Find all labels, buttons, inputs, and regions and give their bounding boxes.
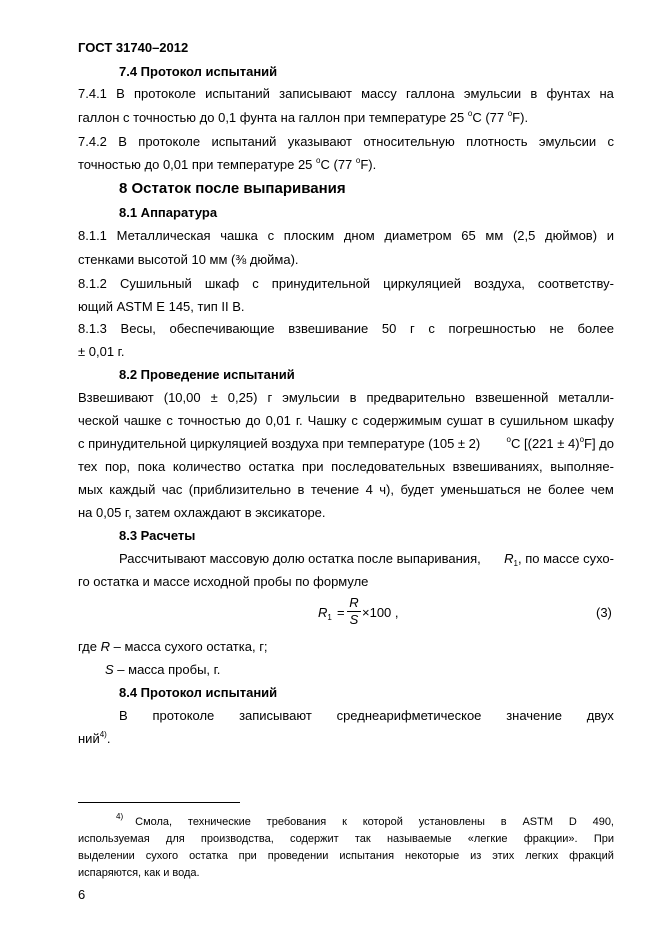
word: пор, — [104, 459, 131, 474]
formula-number: (3) — [596, 605, 612, 620]
word: последовательных — [331, 459, 445, 474]
word: (10,00 — [163, 390, 201, 405]
word: точностью — [177, 413, 241, 428]
word: записывают — [239, 708, 312, 723]
word: уменьшаться — [440, 482, 521, 497]
section-8-4-title: 8.4 Протокол испытаний — [119, 685, 278, 700]
standard-header: ГОСТ 31740–2012 — [78, 40, 189, 55]
p812-line2: ющий ASTM E 145, тип II B. — [78, 299, 245, 314]
section-8-title: 8 Остаток после выпаривания — [119, 180, 346, 197]
word: при — [301, 459, 324, 474]
word: соответству- — [537, 276, 614, 291]
word: будет — [400, 482, 435, 497]
section-7-4-title: 7.4 Протокол испытаний — [119, 64, 278, 79]
word: ± — [210, 390, 218, 405]
word: до — [245, 413, 261, 428]
word: сушат — [446, 413, 483, 428]
word: в — [500, 816, 507, 828]
p82-line5 — [78, 482, 614, 498]
word: При — [593, 833, 614, 845]
word: относительную — [363, 134, 455, 149]
section-8-1-title: 8.1 Аппаратура — [119, 205, 218, 220]
word: испытания — [339, 850, 395, 862]
word: фракций — [569, 850, 614, 862]
word: сушильном — [499, 413, 569, 428]
footnote-separator — [78, 802, 240, 803]
word: содержимым — [362, 413, 442, 428]
word: В — [116, 86, 125, 101]
word: обеспечивающие — [169, 321, 275, 336]
p812-line1 — [78, 276, 614, 292]
word: более — [577, 321, 614, 336]
word: (приблизительно — [188, 482, 291, 497]
word: диаметром — [384, 228, 452, 243]
word: записывают — [279, 86, 352, 101]
word: мых — [78, 482, 103, 497]
word: ческой — [78, 413, 119, 428]
word: к — [342, 816, 347, 828]
word: час — [161, 482, 183, 497]
word: сухого — [145, 850, 179, 862]
p83-line2: го остатка и массе исходной пробы по формуле — [78, 574, 369, 589]
word: в — [349, 390, 357, 405]
word: металли- — [558, 390, 614, 405]
p82-line1 — [78, 390, 614, 406]
p813-line1 — [78, 321, 614, 337]
word: с — [252, 276, 259, 291]
word: г. — [295, 413, 303, 428]
word: Металлическая — [116, 228, 211, 243]
word: называемые — [386, 833, 452, 845]
word: испытаний — [211, 134, 277, 149]
word: некоторые — [405, 850, 460, 862]
formula-denominator: S — [349, 612, 359, 627]
word: требования — [266, 816, 327, 828]
word: 65 — [461, 228, 476, 243]
word: 0,25) — [227, 390, 258, 405]
word: не — [527, 482, 542, 497]
formula-equals: = — [337, 605, 345, 620]
word: фракции». — [523, 833, 578, 845]
word: 50 — [381, 321, 397, 336]
word: из — [470, 850, 482, 862]
footnote-line2 — [78, 832, 614, 846]
footnote-ref[interactable]: 4) — [99, 730, 107, 739]
word: (2,5 — [512, 228, 536, 243]
word: протоколе — [138, 134, 201, 149]
word: выполняе- — [550, 459, 614, 474]
word: Чашку — [307, 413, 347, 428]
where-line2: S – масса пробы, г. — [105, 662, 221, 677]
word: В — [119, 708, 128, 723]
word: протоколе — [152, 708, 215, 723]
word: циркуляцией — [383, 276, 461, 291]
word: в — [297, 482, 305, 497]
word: используемая — [78, 833, 150, 845]
word: чем — [590, 482, 614, 497]
word: «легкие — [467, 833, 508, 845]
word: так — [354, 833, 371, 845]
word: с — [267, 228, 275, 243]
p84-line2: ний$^{4)}$. — [78, 730, 111, 746]
footnote-line4: испаряются, как и вода. — [78, 867, 200, 879]
footnote-line3 — [78, 849, 614, 863]
word: ASTM — [522, 816, 553, 828]
word: проведении — [267, 850, 329, 862]
word: остатка — [189, 850, 228, 862]
word: ч), — [379, 482, 394, 497]
word: 8.1.2 — [78, 276, 107, 291]
word: испытаний — [205, 86, 270, 101]
p82-line4 — [78, 459, 614, 475]
word: пока — [137, 459, 166, 474]
word: установлены — [418, 816, 485, 828]
page-number: 6 — [78, 887, 86, 902]
word: воздуха, — [474, 276, 525, 291]
word: 490, — [592, 816, 614, 828]
word: фунтах — [546, 86, 591, 101]
word: с — [166, 413, 173, 428]
word: чашке — [123, 413, 162, 428]
word: с — [428, 321, 435, 336]
word: на — [599, 86, 614, 101]
word: 7.4.2 — [78, 134, 107, 149]
word: шкафу — [573, 413, 614, 428]
formula-lhs: $R_1$ — [318, 605, 332, 622]
word: при — [238, 850, 257, 862]
word: Взвешивают — [78, 390, 154, 405]
p811-line1 — [78, 228, 614, 244]
word: которой — [362, 816, 403, 828]
p742-line1 — [78, 134, 614, 150]
word: 7.4.1 — [78, 86, 107, 101]
word: с — [351, 413, 358, 428]
word: г — [410, 321, 415, 336]
word: легких — [525, 850, 559, 862]
word: среднеарифметическое — [336, 708, 482, 723]
p83-line1: Рассчитывают массовую долю остатка после выпаривания, $R_1$, по массе сухо- — [119, 551, 614, 568]
word: каждый — [109, 482, 156, 497]
word: содержит — [289, 833, 339, 845]
word: мм — [485, 228, 504, 243]
word: плоским — [283, 228, 335, 243]
word: остатка — [248, 459, 295, 474]
word: более — [547, 482, 585, 497]
p82-line3: с принудительной циркуляцией воздуха при температуре (105 ± 2) $^o$С $[(221 \pm 4)^oF]$ до — [78, 435, 614, 451]
word: 8.1.3 — [78, 321, 107, 336]
p741-line2: галлон с точностью до 0,1 фунта на галлон при температуре 25 $^o$С (77 $^o$F). — [78, 109, 529, 125]
word: 8.1.1 — [78, 228, 107, 243]
word: чашка — [220, 228, 258, 243]
word: указывают — [287, 134, 352, 149]
word: дном — [343, 228, 375, 243]
word: выделении — [78, 850, 135, 862]
word: не — [549, 321, 564, 336]
word: 0,01 — [265, 413, 291, 428]
word: принудительной — [271, 276, 371, 291]
word: Весы, — [120, 321, 156, 336]
formula-rest: ×100 , — [362, 605, 399, 620]
word: плотность — [466, 134, 528, 149]
word: этих — [492, 850, 515, 862]
word: взвешенной — [475, 390, 549, 405]
word: галлона — [405, 86, 455, 101]
p84-line1 — [119, 708, 614, 724]
formula-fraction — [347, 596, 361, 627]
p741-line1 — [78, 86, 614, 102]
p811-line2: стенками высотой 10 мм (⅜ дюйма). — [78, 252, 299, 267]
word: технические — [187, 816, 251, 828]
word: производства, — [200, 833, 274, 845]
word: в — [530, 86, 538, 101]
section-8-3-title: 8.3 Расчеты — [119, 528, 196, 543]
word: 4 — [365, 482, 373, 497]
word: протоколе — [134, 86, 196, 101]
word: течение — [310, 482, 360, 497]
p813-line2: ± 0,01 г. — [78, 344, 125, 359]
word: эмульсии — [538, 134, 597, 149]
where-line1: где R – масса сухого остатка, г; — [78, 639, 268, 654]
p82-line2 — [78, 413, 614, 429]
formula-numerator: R — [349, 595, 359, 610]
footnote-mark: 4) — [116, 812, 124, 821]
word: двух — [586, 708, 614, 723]
word: количество — [172, 459, 241, 474]
footnote-line1 — [78, 812, 614, 829]
word: В — [118, 134, 127, 149]
word: массу — [361, 86, 397, 101]
p82-line6: на 0,05 г, затем охлаждают в эксикаторе. — [78, 505, 326, 520]
section-8-2-title: 8.2 Проведение испытаний — [119, 367, 295, 382]
word: шкаф — [204, 276, 240, 291]
word: с — [607, 134, 614, 149]
word: и — [606, 228, 614, 243]
word: дюймов) — [545, 228, 598, 243]
word: тех — [78, 459, 98, 474]
word: предварительно — [366, 390, 466, 405]
word: взвешивание — [288, 321, 369, 336]
word: D — [568, 816, 577, 828]
word: эмульсии — [282, 390, 340, 405]
word: погрешностью — [448, 321, 536, 336]
p742-line2: точностью до 0,01 при температуре 25 $^o$С (77 $^o$F). — [78, 156, 377, 172]
word: взвешиваниях, — [452, 459, 543, 474]
word: для — [165, 833, 185, 845]
word: в — [487, 413, 495, 428]
word: эмульсии — [463, 86, 522, 101]
word: Смола, — [135, 816, 173, 828]
word: Сушильный — [120, 276, 192, 291]
word: значение — [506, 708, 562, 723]
word: г — [267, 390, 273, 405]
